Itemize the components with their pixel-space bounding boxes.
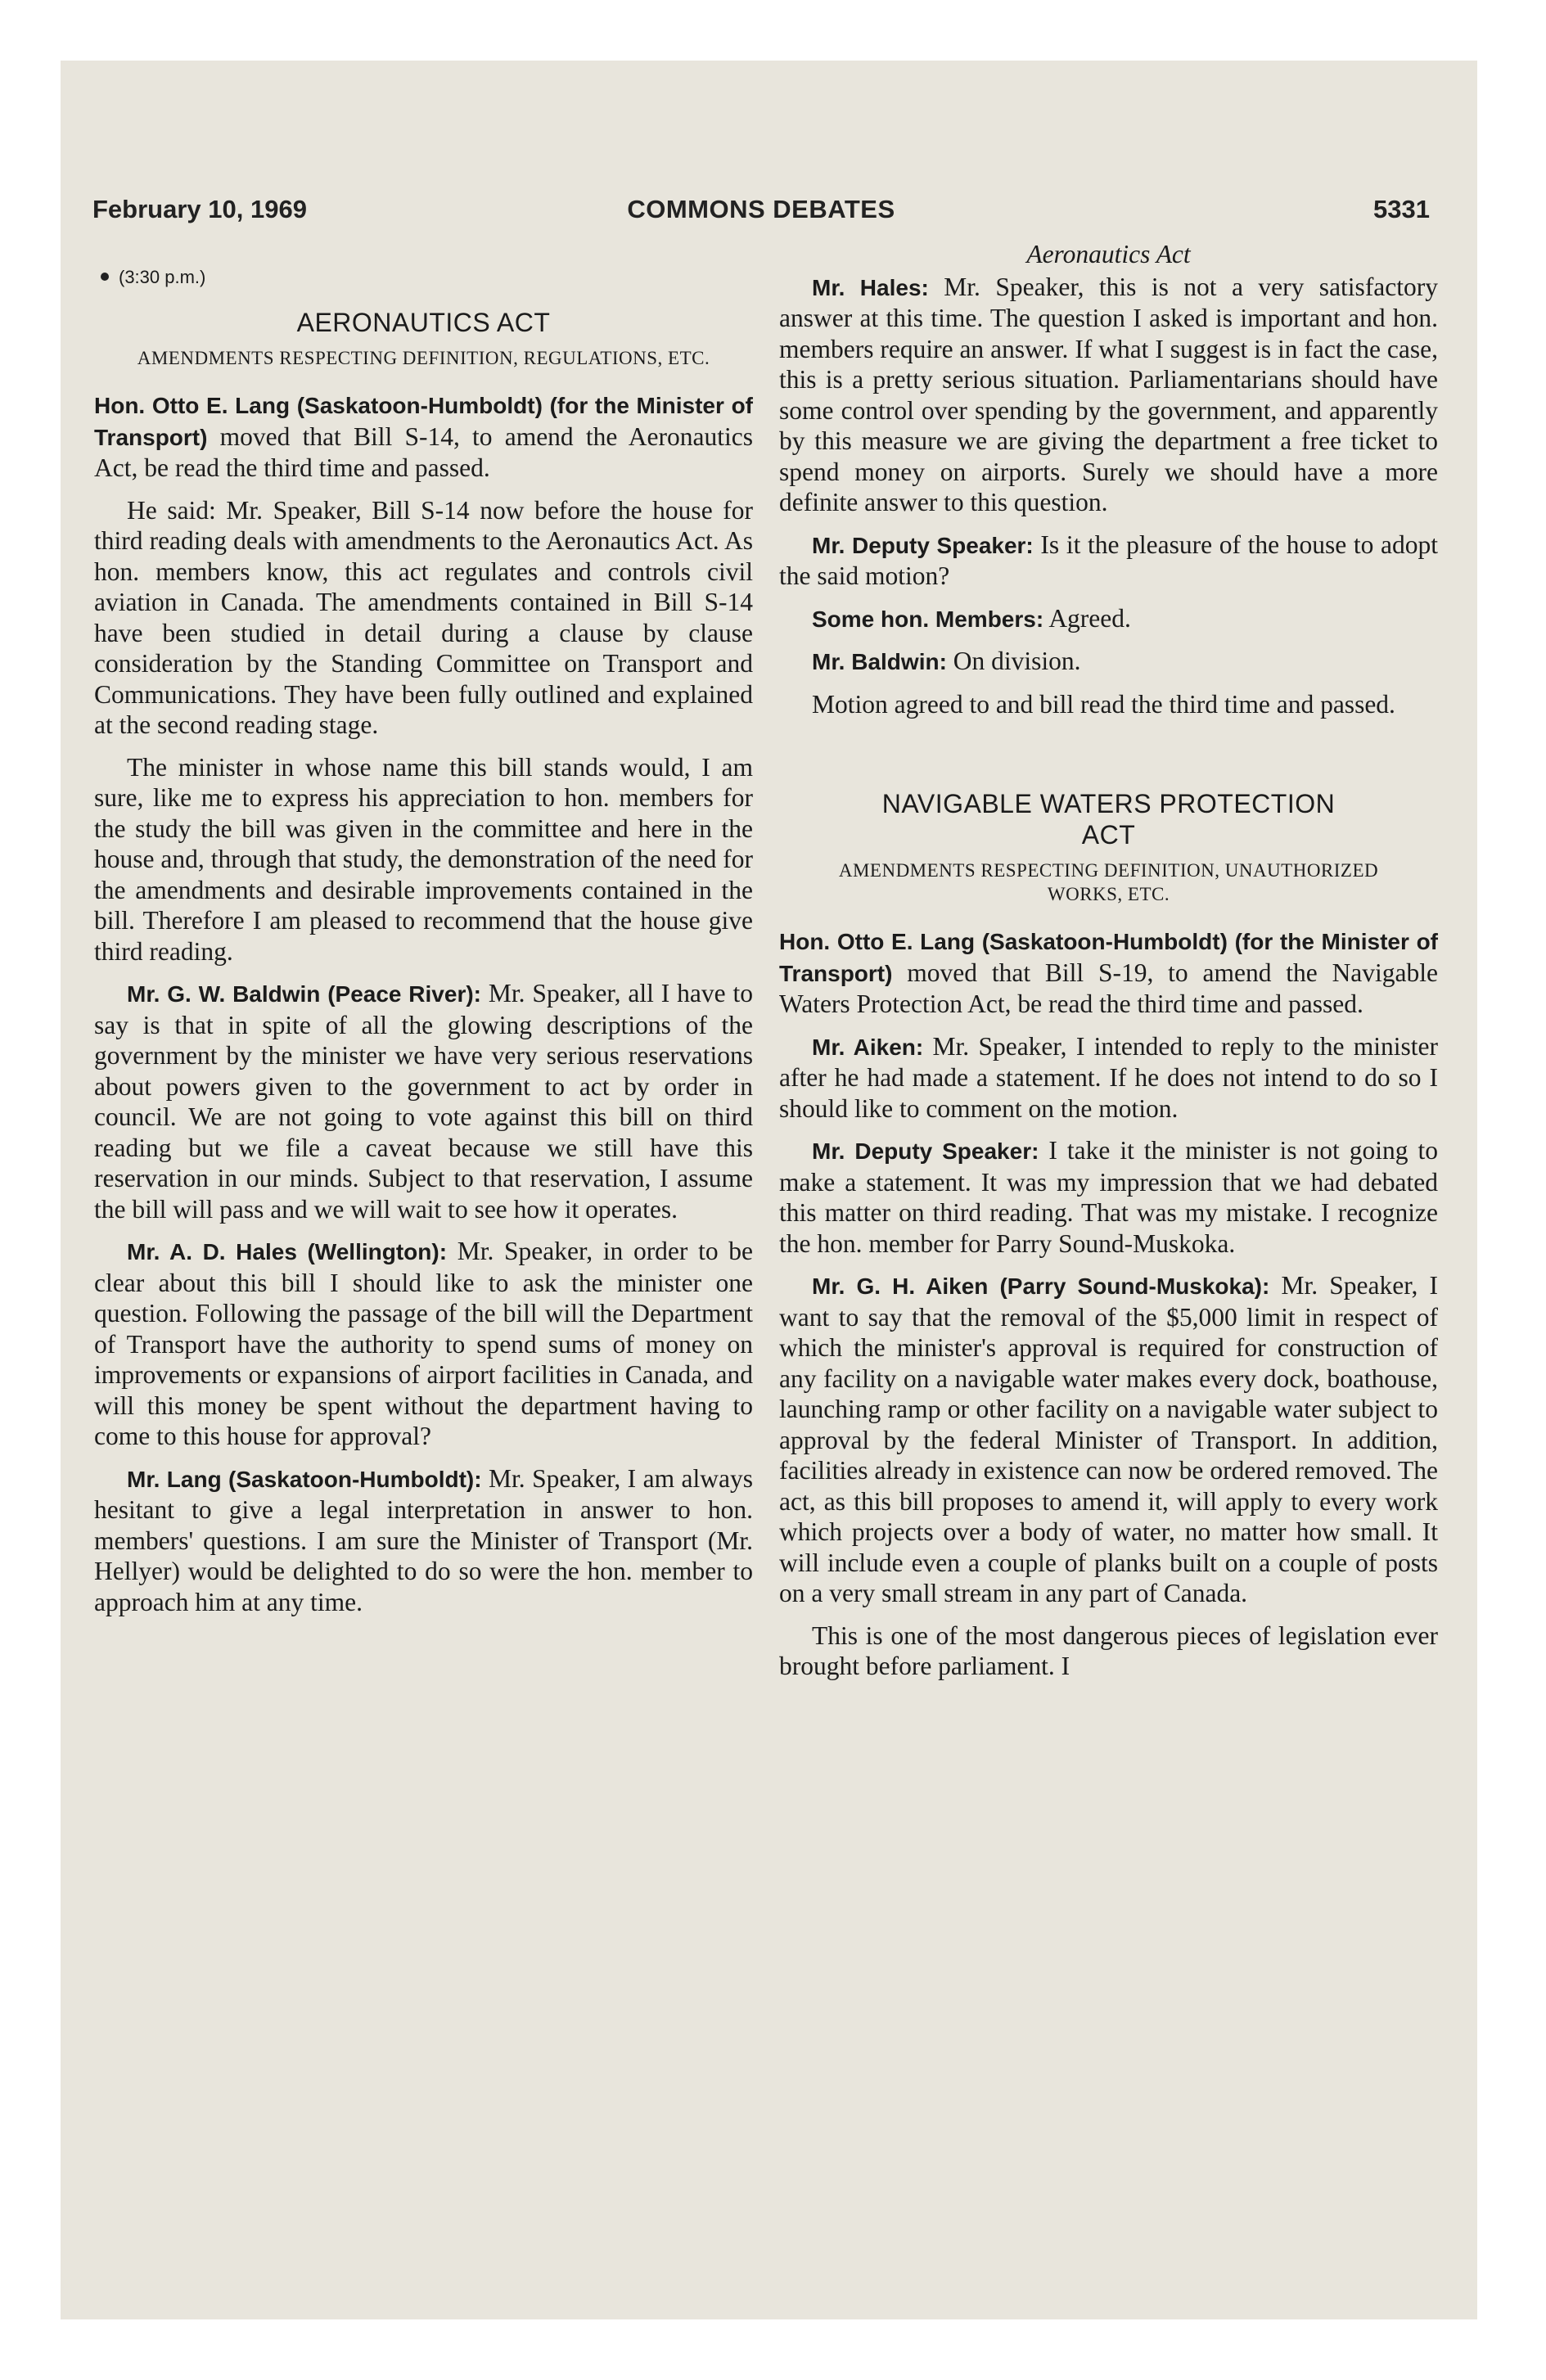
speech-text: Agreed. xyxy=(1048,603,1131,633)
speech-paragraph xyxy=(779,1031,1438,1125)
speech-text: Mr. Speaker, I want to say that the removal of the $5,000 limit in respect of which the minister's approval is required for construction of any facility on a navigable water makes every dock, boathouse, launching ramp or other facility on a navigable water subject to approval by the federal Minister of Transport. In addition, facilities already in existence can now be ordered removed. The act, as this bill proposes to amend it, will apply to every work which projects over a body of water, no matter how small. It will include even a couple of planks built on a couple of posts on a very small stream in any part of Canada. xyxy=(779,1271,1438,1607)
speech-text: Is it the pleasure of the house to adopt the said motion? xyxy=(779,530,1439,590)
time-text: (3:30 p.m.) xyxy=(119,267,206,287)
section-spacer xyxy=(779,731,1438,780)
section-heading: AERONAUTICS ACT xyxy=(296,307,551,337)
speech-text: Mr. Speaker, in order to be clear about this bill I should like to ask the minister one question. Following the passage of the bill will the Department of Transport have the authority to spend sums of money on improvements or expansions of airport facilities in Canada, and will this money be spent without the department having to come to this house for approval? xyxy=(94,1237,753,1450)
speech-paragraph xyxy=(94,1463,753,1618)
speech-paragraph xyxy=(94,978,753,1224)
speech-paragraph xyxy=(779,603,1438,635)
speech-paragraph xyxy=(779,272,1438,518)
speaker-name: Mr. G. H. Aiken (Parry Sound-Muskoka): xyxy=(812,1273,1270,1299)
speech-text: The minister in whose name this bill stands would, I am sure, like me to express his appreciation to hon. members for the study the bill was given in the committee and here in the house and, through that study, the demonstration of the need for the amendments and desirable improvements contained in the bill. Therefore I am pleased to recommend that the house give third reading. xyxy=(94,752,753,966)
speech-text: Mr. Speaker, this is not a very satisfactory answer at this time. The question I asked is important and hon. members require an answer. If what I suggest is in fact the case, this is a pretty serious situation. Parliamentarians should have some control over spending by the government, and apparently by this measure we are giving the department a free ticket to spend money on airports. Surely we should have a more definite answer to this question. xyxy=(779,272,1439,516)
section-subheading: AMENDMENTS RESPECTING DEFINITION, REGULATIONS, ETC. xyxy=(137,348,710,368)
speaker-name: Mr. G. W. Baldwin (Peace River): xyxy=(127,981,481,1007)
speech-paragraph xyxy=(94,752,753,967)
header-date: February 10, 1969 xyxy=(92,195,307,223)
speaker-name: Hon. Otto E. Lang (Saskatoon-Humboldt) (for the Minister of Transport) xyxy=(94,393,753,450)
speaker-name: Hon. Otto E. Lang (Saskatoon-Humboldt) (for the Minister of Transport) xyxy=(779,929,1438,986)
speech-paragraph xyxy=(94,390,753,484)
running-head: Aeronautics Act xyxy=(1026,240,1191,268)
time-stamp xyxy=(94,262,753,293)
speech-text: Mr. Speaker, I intended to reply to the minister after he had made a statement. If he does not intend to do so I should like to comment on the motion. xyxy=(779,1031,1439,1123)
bullet-icon xyxy=(101,273,109,281)
speaker-name: Some hon. Members: xyxy=(812,606,1044,632)
header-page-number: 5331 xyxy=(1373,195,1430,223)
speaker-name: Mr. A. D. Hales (Wellington): xyxy=(127,1239,448,1264)
speech-paragraph xyxy=(779,1135,1438,1259)
speaker-name: Mr. Baldwin: xyxy=(812,649,947,674)
speech-text: Motion agreed to and bill read the third time and passed. xyxy=(812,689,1395,719)
left-column xyxy=(94,229,753,1629)
section-heading: NAVIGABLE WATERS PROTECTION ACT xyxy=(881,789,1336,850)
speech-paragraph xyxy=(779,1620,1438,1682)
speech-paragraph xyxy=(94,1236,753,1452)
speaker-name: Mr. Deputy Speaker: xyxy=(812,1138,1039,1164)
right-column xyxy=(779,229,1438,1693)
speaker-name: Mr. Hales: xyxy=(812,274,929,300)
speech-text: moved that Bill S-14, to amend the Aeronautics Act, be read the third time and passed. xyxy=(94,421,753,482)
speech-text: Mr. Speaker, I am always hesitant to give a legal interpretation in answer to hon. members' questions. I am sure the Minister of Transport (Mr. Hellyer) would be delighted to do so were the hon. member to approach him at any time. xyxy=(94,1463,753,1616)
speaker-name: Mr. Deputy Speaker: xyxy=(812,532,1034,558)
speech-text: Mr. Speaker, all I have to say is that in spite of all the glowing descriptions of the government by the minister we have very serious reservations about powers given to the government to act by order in council. We are not going to vote against this bill on third reading but we file a caveat because we still have this reservation in our minds. Subject to that reservation, I assume the bill will pass and we will wait to see how it operates. xyxy=(94,979,754,1224)
header-journal-title: COMMONS DEBATES xyxy=(627,195,895,223)
speaker-name: Mr. Lang (Saskatoon-Humboldt): xyxy=(127,1466,482,1492)
section-subheading: AMENDMENTS RESPECTING DEFINITION, UNAUTHORIZED WORKS, ETC. xyxy=(838,860,1379,904)
speech-paragraph xyxy=(779,926,1438,1020)
speech-paragraph xyxy=(779,1270,1438,1609)
speech-paragraph xyxy=(779,689,1438,720)
speech-text: I take it the minister is not going to make a statement. It was my impression that we had debated this matter on third reading. That was my mistake. I recognize the hon. member for Parry Sound-Muskoka. xyxy=(779,1136,1439,1258)
speech-text: moved that Bill S-19, to amend the Navigable Waters Protection Act, be read the third time and passed. xyxy=(779,958,1439,1018)
speech-text: On division. xyxy=(953,647,1081,675)
speech-paragraph xyxy=(779,646,1438,678)
speech-text: This is one of the most dangerous pieces of legislation ever brought before parliament. I xyxy=(779,1620,1438,1680)
speech-paragraph xyxy=(779,530,1438,592)
speech-text: He said: Mr. Speaker, Bill S-14 now before the house for third reading deals with amendments to the Aeronautics Act. As hon. members know, this act regulates and controls civil aviation in Canada. The amendments contained in Bill S-14 have been studied in detail during a clause by clause consideration by the Standing Committee on Transport and Communications. They have been fully outlined and explained at the second reading stage. xyxy=(94,495,753,739)
speaker-name: Mr. Aiken: xyxy=(812,1034,924,1060)
speech-paragraph xyxy=(94,495,753,741)
